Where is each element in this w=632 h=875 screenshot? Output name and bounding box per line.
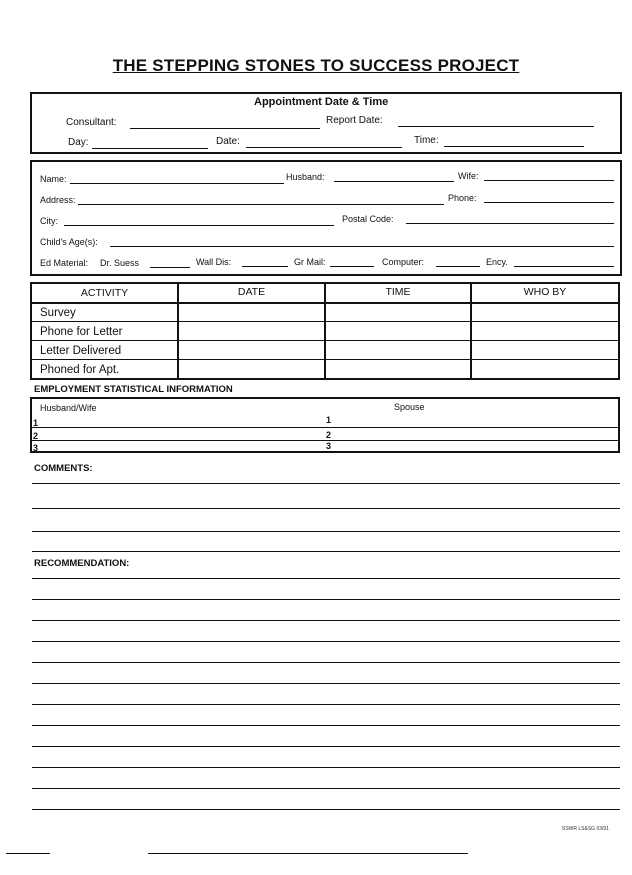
phone-field[interactable] [484, 202, 614, 203]
wall-dis-field[interactable] [242, 266, 288, 267]
col-activity-header: ACTIVITY [80, 287, 129, 299]
computer-label: Computer: [382, 257, 425, 267]
husband-field[interactable] [334, 181, 454, 182]
husband-wife-label: Husband/Wife [40, 403, 97, 413]
footer-line-left [6, 853, 50, 854]
appointment-heading: Appointment Date & Time [254, 96, 389, 108]
husband-row-1: 1 [33, 418, 39, 428]
date-field[interactable] [246, 147, 402, 148]
phone-label: Phone: [448, 193, 477, 203]
recommendation-line-10[interactable] [32, 767, 620, 768]
recommendation-line-2[interactable] [32, 599, 620, 600]
childs-age-field[interactable] [110, 246, 614, 247]
recommendation-label: RECOMMENDATION: [34, 558, 130, 569]
comment-line-1[interactable] [32, 483, 620, 484]
row-phone-for-letter-label: Phone for Letter [40, 326, 123, 338]
comment-line-2[interactable] [32, 508, 620, 509]
wall-dis-label: Wall Dis: [196, 257, 232, 267]
ency-field[interactable] [514, 266, 614, 267]
comment-line-3[interactable] [32, 531, 620, 532]
row-phoned-for-apt-label: Phoned for Apt. [40, 364, 120, 376]
footer-code: SSWR LS&SG 03/91 [562, 826, 609, 832]
employment-heading: EMPLOYMENT STATISTICAL INFORMATION [34, 384, 233, 395]
wife-field[interactable] [484, 180, 614, 181]
recommendation-line-9[interactable] [32, 746, 620, 747]
employment-table [30, 397, 620, 453]
appointment-section [30, 92, 622, 154]
time-label: Time: [414, 135, 439, 146]
day-label: Day: [68, 137, 89, 148]
gr-mail-field[interactable] [330, 266, 374, 267]
recommendation-line-4[interactable] [32, 641, 620, 642]
recommendation-line-1[interactable] [32, 578, 620, 579]
wife-label: Wife: [458, 171, 479, 181]
footer-line-center [148, 853, 468, 854]
recommendation-line-11[interactable] [32, 788, 620, 789]
report-date-label: Report Date: [326, 115, 383, 126]
postal-code-label: Postal Code: [342, 214, 394, 224]
dr-suess-label: Dr. Suess [100, 258, 140, 268]
ed-material-label: Ed Material: [40, 258, 89, 268]
husband-row-3: 3 [33, 443, 39, 453]
recommendation-line-6[interactable] [32, 683, 620, 684]
gr-mail-label: Gr Mail: [294, 257, 326, 267]
recommendation-line-5[interactable] [32, 662, 620, 663]
spouse-label: Spouse [394, 402, 425, 412]
consultant-field[interactable] [130, 128, 320, 129]
date-label: Date: [216, 136, 240, 147]
spouse-row-2: 2 [326, 430, 332, 440]
col-time-header: TIME [385, 286, 411, 298]
activity-table [30, 282, 620, 380]
city-field[interactable] [64, 225, 334, 226]
report-date-field[interactable] [398, 126, 594, 127]
recommendation-line-3[interactable] [32, 620, 620, 621]
recommendation-line-7[interactable] [32, 704, 620, 705]
spouse-row-3: 3 [326, 441, 332, 451]
ency-label: Ency. [486, 257, 508, 267]
address-label: Address: [40, 195, 76, 205]
consultant-label: Consultant: [66, 117, 117, 128]
city-label: City: [40, 216, 58, 226]
recommendation-line-8[interactable] [32, 725, 620, 726]
time-field[interactable] [444, 146, 584, 147]
dr-suess-field[interactable] [150, 267, 190, 268]
col-who-by-header: WHO BY [523, 286, 567, 298]
comments-label: COMMENTS: [34, 463, 93, 474]
name-field[interactable] [70, 183, 284, 184]
name-label: Name: [40, 174, 67, 184]
col-date-header: DATE [237, 286, 266, 298]
row-survey-label: Survey [40, 307, 76, 319]
spouse-row-1: 1 [326, 415, 332, 425]
page-title: THE STEPPING STONES TO SUCCESS PROJECT [112, 56, 520, 75]
postal-code-field[interactable] [406, 223, 614, 224]
computer-field[interactable] [436, 266, 480, 267]
comment-line-4[interactable] [32, 551, 620, 552]
address-field[interactable] [78, 204, 444, 205]
childs-age-label: Child's Age(s): [40, 237, 98, 247]
recommendation-line-12[interactable] [32, 809, 620, 810]
husband-row-2: 2 [33, 431, 39, 441]
day-field[interactable] [92, 148, 208, 149]
husband-label: Husband: [286, 172, 325, 182]
row-letter-delivered-label: Letter Delivered [40, 345, 122, 357]
client-info-section [30, 160, 622, 276]
